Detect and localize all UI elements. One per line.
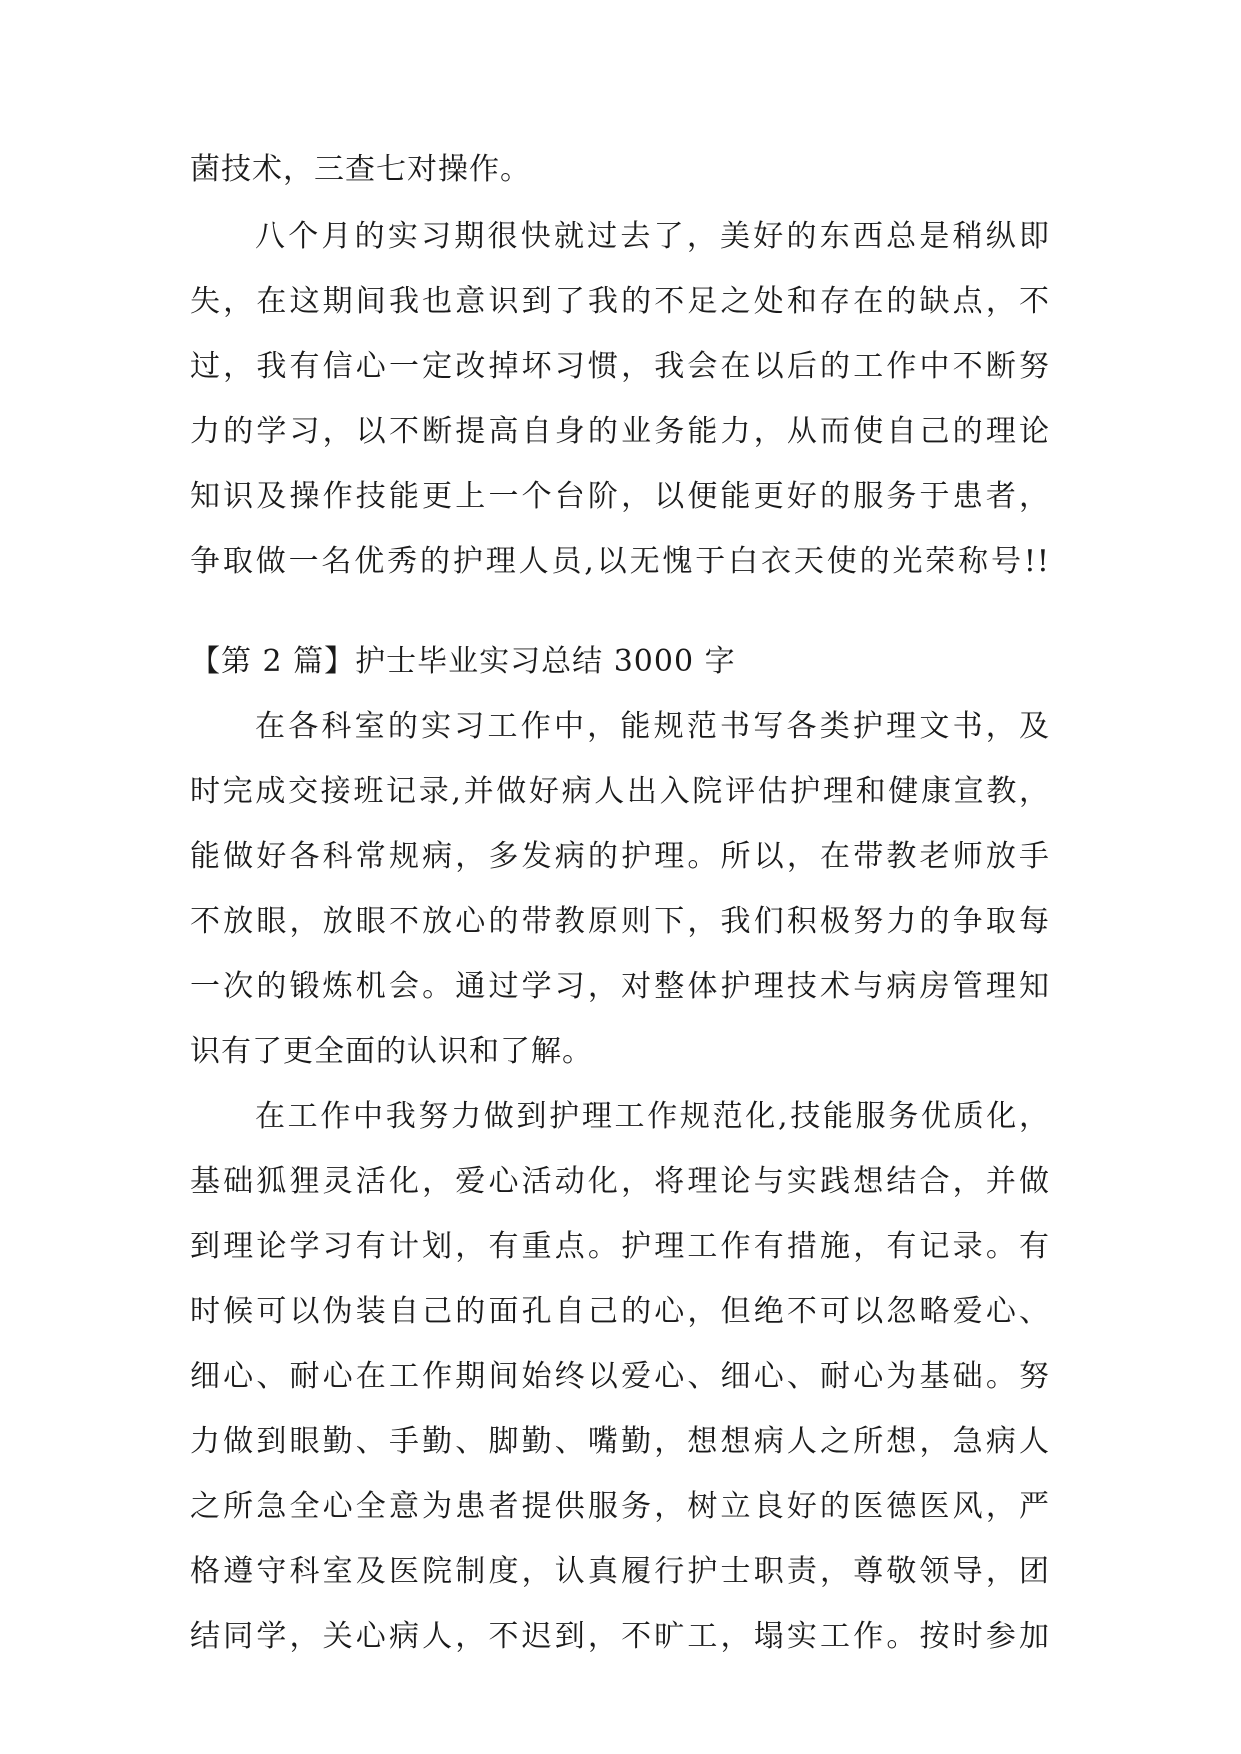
paragraph-line: 之所急全心全意为患者提供服务，树立良好的医德医风，严: [190, 1489, 1050, 1524]
paragraph-line: 一次的锻炼机会。通过学习，对整体护理技术与病房管理知: [190, 969, 1050, 1004]
paragraph-line: 不放眼，放眼不放心的带教原则下，我们积极努力的争取每: [190, 904, 1050, 939]
paragraph-line: 在工作中我努力做到护理工作规范化,技能服务优质化，: [255, 1099, 1050, 1134]
paragraph-line: 时完成交接班记录,并做好病人出入院评估护理和健康宣教，: [190, 774, 1050, 809]
paragraph-line: 基础狐狸灵活化，爱心活动化，将理论与实践想结合，并做: [190, 1164, 1050, 1199]
paragraph-line: 识有了更全面的认识和了解。: [190, 1034, 593, 1069]
paragraph-line: 争取做一名优秀的护理人员,以无愧于白衣天使的光荣称号!!: [190, 544, 1050, 579]
paragraph-line: 菌技术，三查七对操作。: [190, 152, 531, 187]
paragraph-line: 时候可以伪装自己的面孔自己的心，但绝不可以忽略爱心、: [190, 1294, 1050, 1329]
paragraph-line: 力做到眼勤、手勤、脚勤、嘴勤，想想病人之所想，急病人: [190, 1424, 1050, 1459]
paragraph-line: 八个月的实习期很快就过去了，美好的东西总是稍纵即: [255, 219, 1050, 254]
paragraph-line: 格遵守科室及医院制度，认真履行护士职责，尊敬领导，团: [190, 1554, 1050, 1589]
paragraph-line: 细心、耐心在工作期间始终以爱心、细心、耐心为基础。努: [190, 1359, 1050, 1394]
section-heading: 【第 2 篇】护士毕业实习总结 3000 字: [190, 644, 736, 679]
paragraph-line: 过，我有信心一定改掉坏习惯，我会在以后的工作中不断努: [190, 349, 1050, 384]
paragraph-line: 在各科室的实习工作中，能规范书写各类护理文书，及: [255, 709, 1050, 744]
paragraph-line: 知识及操作技能更上一个台阶，以便能更好的服务于患者，: [190, 479, 1050, 514]
paragraph-line: 到理论学习有计划，有重点。护理工作有措施，有记录。有: [190, 1229, 1050, 1264]
paragraph-line: 能做好各科常规病，多发病的护理。所以，在带教老师放手: [190, 839, 1050, 874]
paragraph-line: 力的学习，以不断提高自身的业务能力，从而使自己的理论: [190, 414, 1050, 449]
paragraph-line: 结同学，关心病人，不迟到，不旷工，塌实工作。按时参加: [190, 1619, 1050, 1654]
paragraph-line: 失，在这期间我也意识到了我的不足之处和存在的缺点，不: [190, 284, 1050, 319]
